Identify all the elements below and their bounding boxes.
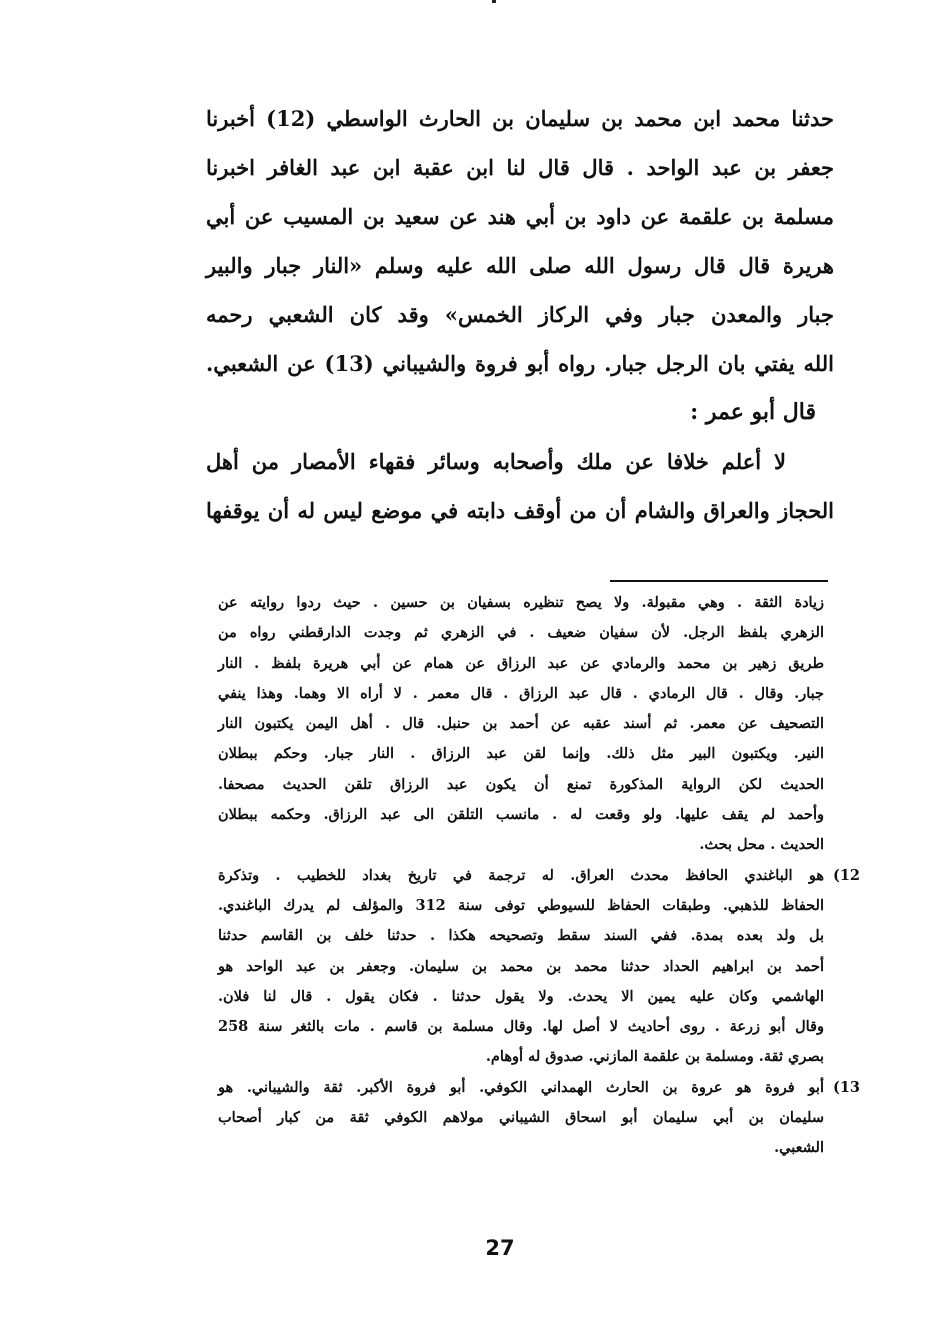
footnote-line: طريق زهير بن محمد والرمادي عن عبد الرزاق عن همام عن أبي هريرة بلفظ . النار (218, 654, 824, 672)
footnote-line: الشعبي. (774, 1139, 824, 1157)
footnote-line: بصري ثقة. ومسلمة بن علقمة المازني. صدوق له أوهام. (485, 1048, 824, 1066)
footnote-line: وقال أبو زرعة . روى أحاديث لا أصل لها. وقال مسلمة بن قاسم . مات بالثغر سنة 258 (218, 1018, 824, 1036)
footnote-continuation (218, 588, 824, 861)
footnote-separator (610, 580, 828, 582)
footnote-line: أبو فروة هو عروة بن الحارث الهمداني الكوفي. أبو فروة الأكبر. ثقة والشيباني. هو (218, 1078, 824, 1096)
footnote-line: الحفاظ للذهبي. وطبقات الحفاظ للسيوطي توفى سنة 312 والمؤلف لم يدرك الباغندي. (218, 896, 824, 914)
footnote-number: (12 (832, 866, 860, 884)
main-text-line: الله يفتي بان الرجل جبار. رواه أبو فروة والشيباني (13) عن الشعبي. (206, 351, 834, 376)
main-text-line: مسلمة بن علقمة عن داود بن أبي هند عن سعيد بن المسيب عن أبي (206, 204, 834, 229)
main-text (206, 94, 834, 535)
footnotes (218, 588, 860, 1164)
main-text-line: الحجاز والعراق والشام أن من أوقف دابته في موضع ليس له أن يوقفها (206, 498, 834, 523)
footnote-line: النير. ويكتبون البير مثل ذلك. وإنما لقن عبد الرزاق . النار جبار. وحكم ببطلان (218, 745, 824, 763)
main-text-line: جبار والمعدن جبار وفي الركاز الخمس» وقد كان الشعبي رحمه (206, 302, 834, 327)
footnote-line: الهاشمي وكان عليه يمين الا يحدث. ولا يقول حدثنا . فكان يقول . قال لنا فلان. (218, 987, 824, 1005)
footnote-line: وأحمد لم يقف عليها. ولو وقعت له . مانسب التلقن الى عبد الرزاق. وحكمه ببطلان (218, 806, 824, 824)
footnote-line: جبار. وقال . قال الرمادي . قال عبد الرزاق . قال معمر . لا أراه الا وهما. وهذا ينفي (218, 684, 824, 702)
main-text-line: حدثنا محمد ابن محمد بن سليمان بن الحارث الواسطي (12) أخبرنا (206, 106, 834, 131)
footnote-line: أحمد بن ابراهيم الحداد حدثنا محمد بن محمد بن سليمان. وجعفر بن عبد الواحد هو (218, 957, 824, 975)
footnote-line: الحديث لكن الرواية المذكورة تمنع أن يكون عبد الرزاق تلقن الحديث مصحفا. (218, 775, 824, 793)
main-text-line: هريرة قال قال رسول الله صلى الله عليه وسلم «النار جبار والبير (206, 253, 834, 278)
main-text-line: لا أعلم خلافا عن ملك وأصحابه وسائر فقهاء الأمصار من أهل (206, 449, 786, 474)
footnote-number: (13 (832, 1078, 860, 1096)
footnote-line: الزهري بلفظ الرجل. لأن سفيان ضعيف . في الزهري ثم وجدت الدارقطني رواه من (218, 624, 824, 642)
main-text-line: جعفر بن عبد الواحد . قال قال لنا ابن عقبة ابن عبد الغافر اخبرنا (206, 155, 834, 180)
footnote-line: بل ولد بعده بمدة. ففي السند سقط وتصحيحه هكذا . حدثنا خلف بن القاسم حدثنا (218, 927, 824, 945)
footnote-line: هو الباغندي الحافظ محدث العراق. له ترجمة في تاريخ بغداد للخطيب . وتذكرة (218, 866, 824, 884)
footnote-12 (218, 861, 860, 1073)
footnote-line: سليمان بن أبي سليمان أبو اسحاق الشيباني مولاهم الكوفي ثقة من كبار أصحاب (218, 1109, 824, 1127)
page-number: 27 (485, 1236, 515, 1260)
footnote-line: التصحيف عن معمر. ثم أسند عقبه عن أحمد بن حنبل. قال . أهل اليمن يكتبون النار (218, 715, 824, 733)
footnote-13 (218, 1073, 860, 1164)
footnote-line: زيادة الثقة . وهي مقبولة. ولا يصح تنظيره بسفيان بن حسين . حيث ردوا روايته عن (218, 594, 824, 611)
section-heading: قال أبو عمر : (690, 399, 816, 425)
scan-mark (492, 0, 496, 3)
footnote-line: الحديث . محل بحث. (699, 836, 824, 854)
